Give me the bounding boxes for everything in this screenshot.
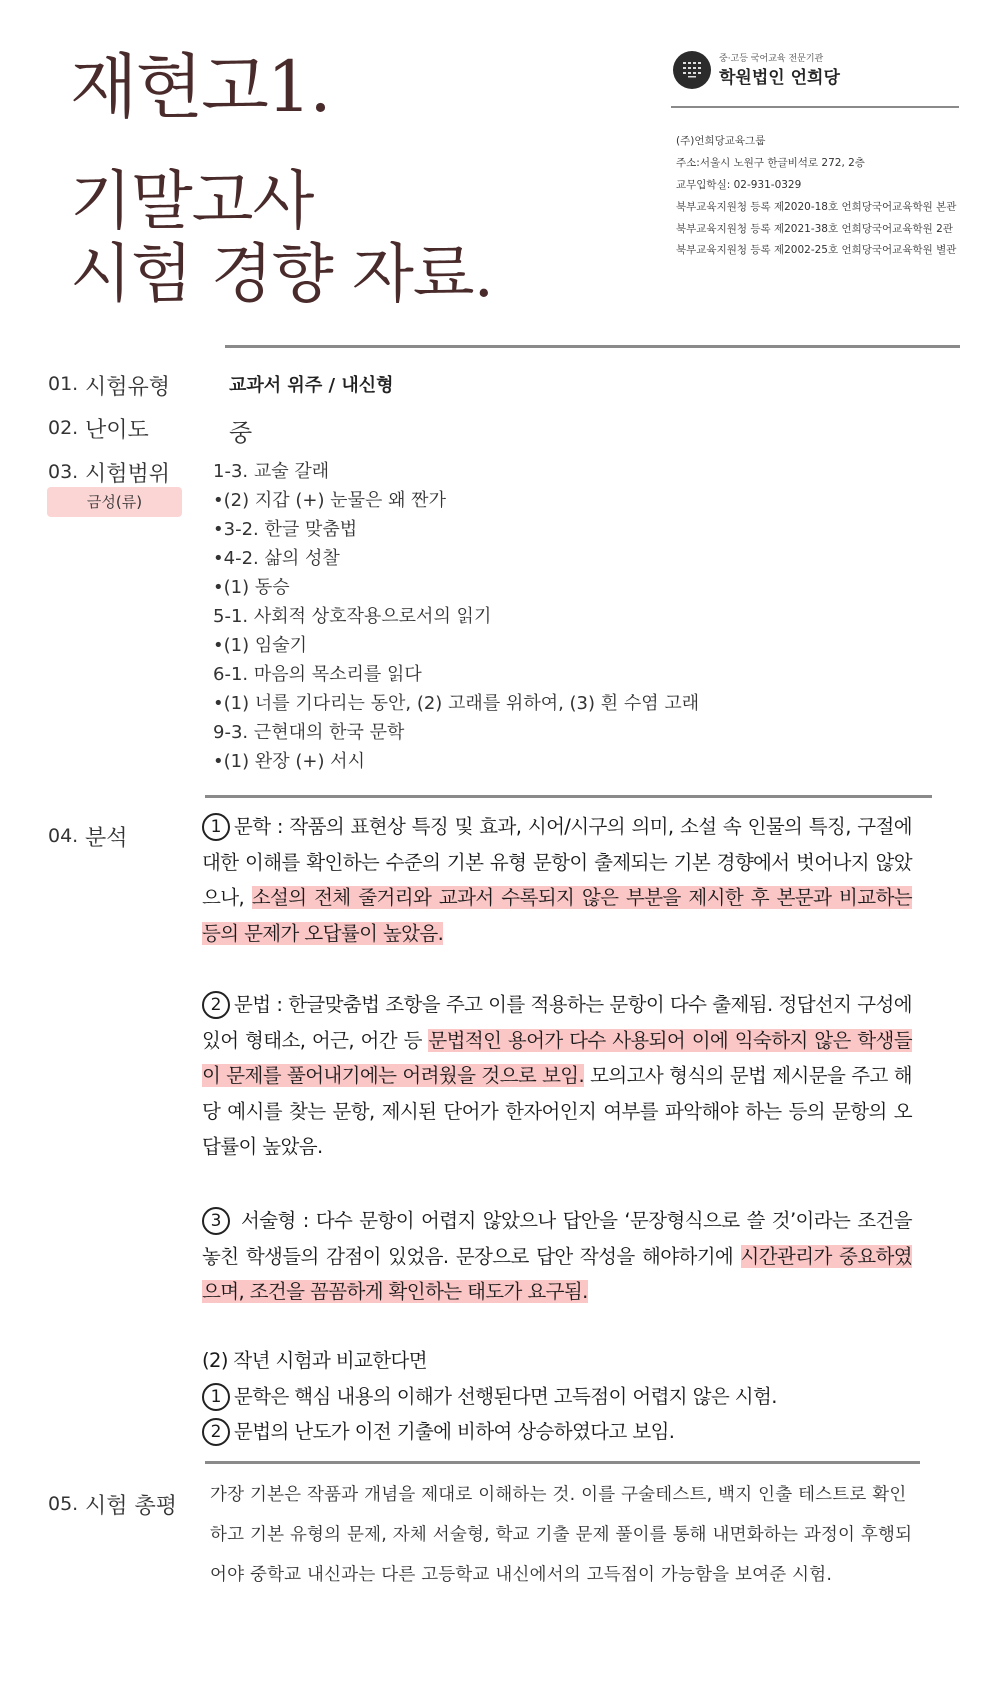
list-item: •3-2. 한글 맞춤법	[213, 519, 358, 540]
list-item: 1-3. 교술 갈래	[213, 461, 330, 482]
section-divider-analysis	[205, 1461, 920, 1464]
analysis-written	[202, 1203, 912, 1310]
list-item: •(2) 지갑 (+) 눈물은 왜 짠가	[213, 490, 446, 511]
analysis-written-highlight: 시간관리가 중요하였으며, 조건을 꼼꼼하게 확인하는 태도가 요구됨.	[202, 1244, 912, 1303]
info-registration-1: 북부교육지원청 등록 제2020-18호 언희당국어교육학원 본관	[676, 201, 957, 213]
analysis-grammar-text-2: 모의고사 형식의 문법 제시문을 주고 해당 예시를 찾는 문항, 제시된 단어가 한자어인지 여부를 파악해야 하는 등의 문항의 오답률이 높았음.	[202, 1064, 912, 1158]
logo-name: 학원법인 언희당	[719, 68, 840, 88]
header-divider	[671, 106, 959, 108]
list-item: 6-1. 마음의 목소리를 읽다	[213, 664, 422, 685]
comparison-item-2-text: 문법의 난도가 이전 기출에 비하여 상승하였다고 보임.	[234, 1420, 675, 1443]
academy-logo	[673, 51, 953, 91]
page-title-school: 재현고1.	[70, 46, 330, 128]
logo-tagline: 중·고등 국어교육 전문기관	[719, 54, 824, 64]
page-title-exam: 기말고사	[70, 165, 314, 239]
section-divider-top	[225, 345, 960, 348]
exam-type-value: 교과서 위주 / 내신형	[229, 375, 394, 396]
analysis-literature-highlight: 소설의 전체 줄거리와 교과서 수록되지 않은 부분을 제시한 후 본문과 비교하는 등의 문제가 오답률이 높았음.	[202, 886, 913, 945]
list-item: 9-3. 근현대의 한국 문학	[213, 722, 405, 743]
list-item: •(1) 동승	[213, 577, 290, 598]
section-label-difficulty: 난이도	[85, 418, 149, 443]
info-address: 주소:서울시 노원구 한글비석로 272, 2층	[676, 157, 865, 169]
list-item: •(1) 임술기	[213, 635, 307, 656]
section-number-analysis: 04.	[48, 825, 79, 847]
circled-number-1: 1	[202, 813, 230, 841]
section-number-type: 01.	[48, 373, 79, 395]
comparison-item-2	[202, 1416, 674, 1446]
textbook-badge: 금성(류)	[47, 487, 182, 517]
analysis-grammar-highlight: 문법적인 용어가 다수 사용되어 이에 익숙하지 않은 학생들이 문제를 풀어내기에는 어려웠을 것으로 보임.	[202, 1028, 912, 1087]
page-title-subtitle: 시험 경향 자료.	[70, 238, 493, 312]
analysis-literature	[202, 809, 912, 951]
section-label-range: 시험범위	[85, 462, 171, 487]
comparison-item-1	[202, 1381, 777, 1411]
analysis-literature-text: 문학 : 작품의 표현상 특징 및 효과, 시어/시구의 의미, 소설 속 인물의 특징, 구절에 대한 이해를 확인하는 수준의 기본 유형 문항이 출제되는 기본 경향에서 벗어나지 않았으나,	[202, 815, 912, 909]
circled-number-1: 1	[202, 1383, 230, 1411]
section-label-summary: 시험 총평	[85, 1494, 178, 1519]
summary-text: 가장 기본은 작품과 개념을 제대로 이해하는 것. 이를 구술테스트, 백지 인출 테스트로 확인하고 기본 유형의 문제, 자체 서술형, 학교 기출 문제 풀이를 통해 내면화하는 과정이 후행되어야 중학교 내신과는 다른 고등학교 내신에서의 고득점이 가능함을 보여준 시험.	[210, 1485, 913, 1585]
info-company: (주)언희당교육그룹	[676, 135, 766, 147]
list-item: •(1) 너를 기다리는 동안, (2) 고래를 위하여, (3) 흰 수염 고래	[213, 693, 700, 714]
analysis-grammar	[202, 987, 912, 1165]
list-item: •4-2. 삶의 성찰	[213, 548, 340, 569]
academy-seal-icon	[673, 51, 711, 89]
section-number-difficulty: 02.	[48, 417, 79, 439]
section-number-summary: 05.	[48, 1493, 79, 1515]
list-item: 5-1. 사회적 상호작용으로서의 읽기	[213, 606, 492, 627]
analysis-grammar-text: 문법 : 한글맞춤법 조항을 주고 이를 적용하는 문항이 다수 출제됨. 정답선지 구성에 있어 형태소, 어근, 어간 등	[202, 993, 912, 1052]
circled-number-3: 3	[202, 1207, 230, 1235]
exam-range-list	[213, 457, 699, 776]
comparison-item-1-text: 문학은 핵심 내용의 이해가 선행된다면 고득점이 어렵지 않은 시험.	[234, 1385, 777, 1408]
comparison-heading: (2) 작년 시험과 비교한다면	[202, 1349, 427, 1372]
info-phone: 교무입학실: 02-931-0329	[676, 179, 802, 191]
circled-number-2: 2	[202, 991, 230, 1019]
circled-number-2: 2	[202, 1418, 230, 1446]
section-divider-range	[205, 795, 932, 798]
section-label-analysis: 분석	[85, 826, 128, 851]
section-label-type: 시험유형	[85, 375, 171, 400]
section-number-range: 03.	[48, 461, 79, 483]
list-item: •(1) 완장 (+) 서시	[213, 751, 365, 772]
difficulty-value: 중	[229, 419, 253, 447]
info-registration-3: 북부교육지원청 등록 제2002-25호 언희당국어교육학원 별관	[676, 244, 957, 256]
analysis-written-text: 서술형 : 다수 문항이 어렵지 않았으나 답안을 ‘문장형식으로 쓸 것’이라는 조건을 놓친 학생들의 감점이 있었음. 문장으로 답안 작성을 해야하기에	[202, 1209, 912, 1268]
info-registration-2: 북부교육지원청 등록 제2021-38호 언희당국어교육학원 2관	[676, 223, 953, 235]
